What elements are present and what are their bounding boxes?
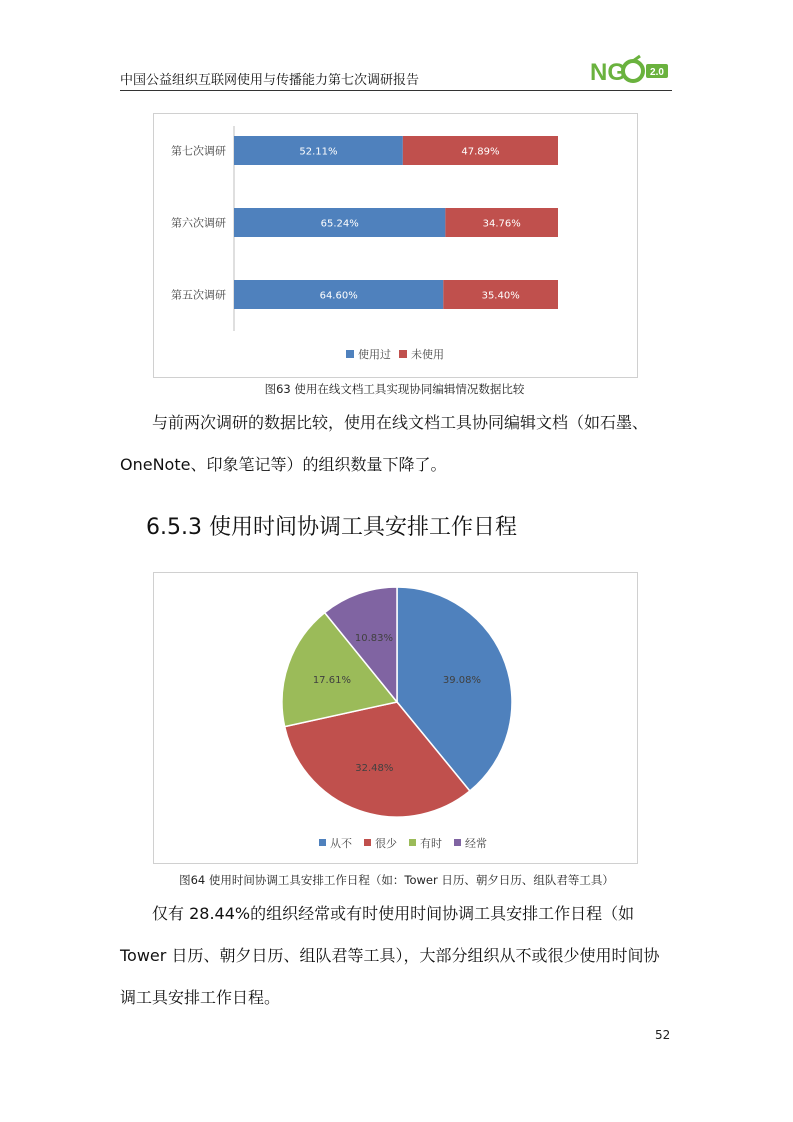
- figure-63-number: 图63: [264, 382, 291, 396]
- figure-63-caption: [153, 381, 636, 397]
- header-rule: [120, 90, 672, 91]
- paragraph-time-tools: 仅有 28.44%的组织经常或有时使用时间协调工具安排工作日程（如 Tower 日历、朝夕日历、组队君等工具），大部分组织从不或很少使用时间协调工具安排工作日程。: [120, 904, 660, 1007]
- logo-text: NG: [590, 59, 626, 86]
- bar-data-label: 65.24%: [320, 218, 359, 230]
- legend-swatch: [364, 839, 371, 846]
- section-heading: 6.5.3 使用时间协调工具安排工作日程: [146, 515, 517, 540]
- legend-swatch: [409, 839, 416, 846]
- bar-data-label: 52.11%: [299, 146, 338, 158]
- legend-label: 有时: [420, 837, 442, 850]
- pie-data-label: 39.08%: [442, 674, 482, 686]
- pie-data-label: 17.61%: [312, 675, 351, 687]
- paragraph-collab-editing: 与前两次调研的数据比较，使用在线文档工具协同编辑文档（如石墨、OneNote、印象笔记等）的组织数量下降了。: [120, 413, 649, 474]
- figure-64-caption: [120, 872, 673, 888]
- bar-data-label: 64.60%: [319, 290, 358, 302]
- legend-swatch: [454, 839, 461, 846]
- legend-label: 很少: [375, 837, 397, 850]
- legend-label: 从不: [330, 837, 352, 850]
- bar-category-label: 第五次调研: [171, 288, 226, 302]
- bar-data-label: 35.40%: [481, 290, 520, 302]
- figure-64-text: 使用时间协调工具安排工作日程（如：Tower 日历、朝夕日历、组队君等工具）: [208, 873, 614, 887]
- pie-data-label: 10.83%: [354, 632, 394, 644]
- bar-chart-svg: [154, 114, 637, 377]
- pie-chart-time-tools: [153, 572, 638, 864]
- figure-63-text: 使用在线文档工具实现协同编辑情况数据比较: [294, 382, 525, 396]
- logo-badge: 2.0: [650, 67, 664, 78]
- legend-label: 未使用: [411, 348, 444, 361]
- pie-data-label: 32.48%: [355, 763, 394, 775]
- pie-chart-svg: [154, 573, 637, 863]
- bar-data-label: 47.89%: [461, 146, 500, 158]
- legend-label: 经常: [465, 837, 487, 850]
- figure-64-number: 图64: [179, 873, 206, 887]
- bar-data-label: 34.76%: [482, 218, 521, 230]
- legend-swatch: [319, 839, 326, 846]
- legend-swatch: [346, 350, 354, 358]
- ngo-logo: [590, 54, 672, 88]
- bar-category-label: 第七次调研: [171, 144, 226, 158]
- page-number: 52: [655, 1028, 671, 1042]
- legend-swatch: [399, 350, 407, 358]
- legend-label: 使用过: [358, 348, 391, 361]
- page-header-title: 中国公益组织互联网使用与传播能力第七次调研报告: [120, 73, 420, 88]
- bar-chart-collab-editing: [153, 113, 638, 378]
- bar-category-label: 第六次调研: [171, 216, 226, 230]
